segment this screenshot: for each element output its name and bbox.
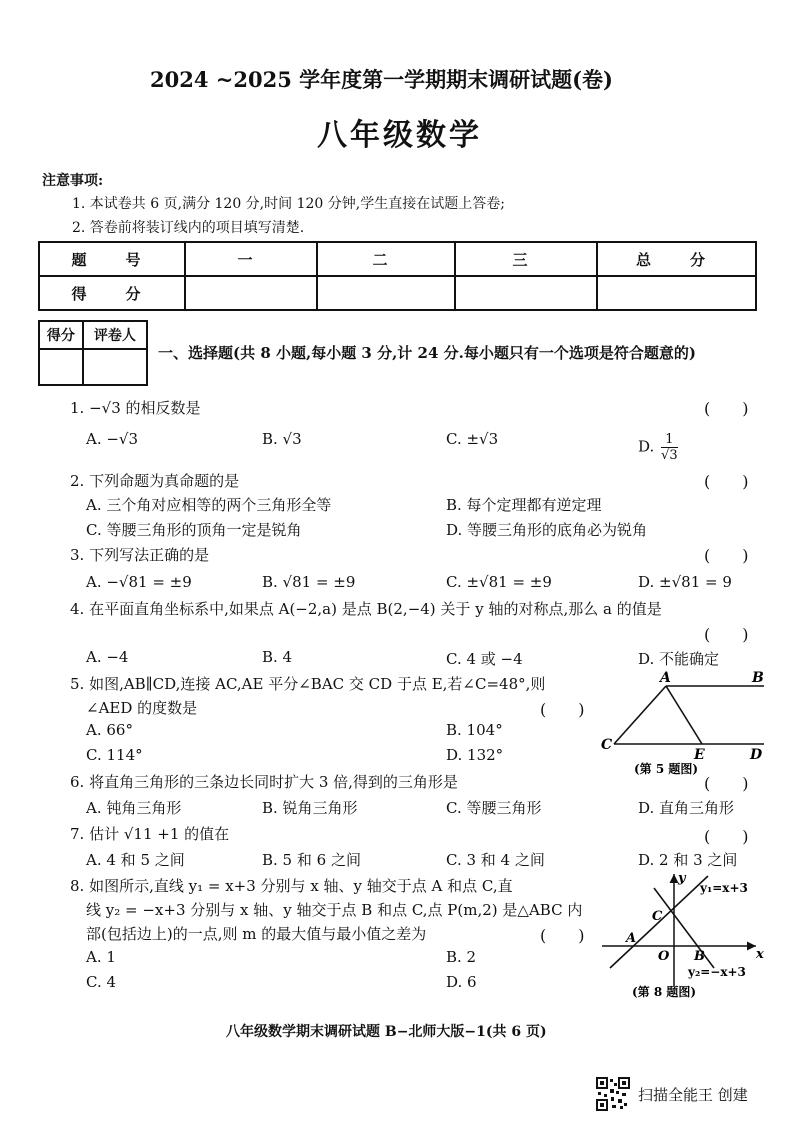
fig8-caption: (第 8 题图) (632, 985, 697, 999)
question-5-stem-line-1: 5. 如图,AB∥CD,连接 AC,AE 平分∠BAC 交 CD 于点 E,若∠C=48°,则 (70, 675, 546, 693)
fig8-label-x: x (756, 947, 764, 962)
question-2-option-a[interactable]: A. 三个角对应相等的两个三角形全等 (86, 496, 332, 514)
question-4-option-a[interactable]: A. −4 (86, 648, 129, 666)
score-cell-1[interactable] (185, 276, 317, 310)
score-table-header-3: 三 (455, 242, 597, 276)
grader-score-label: 得分 (39, 321, 83, 349)
fig8-label-c: C (652, 909, 663, 924)
question-7-option-a[interactable]: A. 4 和 5 之间 (86, 851, 185, 869)
fig5-label-e: E (694, 747, 705, 763)
question-5-option-c[interactable]: C. 114° (86, 746, 143, 764)
question-1-option-b[interactable]: B. √3 (262, 430, 302, 448)
question-2-stem: 2. 下列命题为真命题的是 (70, 472, 240, 490)
score-table-header-total: 总 分 (597, 242, 756, 276)
notes-heading: 注意事项: (42, 173, 104, 189)
fig5-label-d: D (750, 747, 763, 763)
grader-name-cell[interactable] (83, 349, 147, 385)
note-item-2: 2. 答卷前将装订线内的项目填写清楚. (72, 220, 305, 236)
fig8-label-y: y (678, 871, 686, 886)
question-8-stem-line-2: 线 y₂ = −x+3 分别与 x 轴、y 轴交于点 B 和点 C,点 P(m,2) 是△ABC 内 (86, 901, 583, 919)
fig5-caption: (第 5 题图) (634, 762, 699, 776)
fig5-label-a: A (660, 670, 671, 686)
fig5-label-b: B (752, 670, 764, 686)
score-cell-total[interactable] (597, 276, 756, 310)
question-4-option-c[interactable]: C. 4 或 −4 (446, 650, 523, 668)
question-5-answer[interactable]: ( ) (540, 700, 585, 719)
fig8-label-b: B (694, 949, 705, 964)
fig8-label-line2: y₂=−x+3 (688, 965, 746, 979)
question-4-stem: 4. 在平面直角坐标系中,如果点 A(−2,a) 是点 B(2,−4) 关于 y 轴的对称点,那么 a 的值是 (70, 600, 662, 618)
question-5-option-a[interactable]: A. 66° (86, 721, 133, 739)
score-table-row-label: 得 分 (39, 276, 185, 310)
question-8-stem-line-1: 8. 如图所示,直线 y₁ = x+3 分别与 x 轴、y 轴交于点 A 和点 C,直 (70, 877, 513, 895)
score-table-header-label: 题 号 (39, 242, 185, 276)
question-7-option-b[interactable]: B. 5 和 6 之间 (262, 851, 361, 869)
question-6-option-b[interactable]: B. 锐角三角形 (262, 799, 358, 817)
grader-name-label: 评卷人 (83, 321, 147, 349)
question-8-option-d[interactable]: D. 6 (446, 973, 477, 991)
question-8-option-b[interactable]: B. 2 (446, 948, 477, 966)
question-6-answer[interactable]: ( ) (704, 774, 749, 793)
question-3-option-d[interactable]: D. ±√81 = 9 (638, 573, 732, 591)
question-5-stem-line-2: ∠AED 的度数是 (86, 699, 198, 717)
question-1-option-a[interactable]: A. −√3 (86, 430, 139, 448)
fig8-label-o: O (658, 949, 670, 964)
question-6-option-c[interactable]: C. 等腰三角形 (446, 799, 542, 817)
question-4-option-b[interactable]: B. 4 (262, 648, 293, 666)
question-1-option-d[interactable] (638, 432, 678, 463)
question-3-stem: 3. 下列写法正确的是 (70, 546, 210, 564)
fig5-label-c: C (601, 737, 613, 753)
figure-8 (596, 868, 768, 1004)
question-2-option-d[interactable]: D. 等腰三角形的底角必为锐角 (446, 521, 648, 539)
question-6-option-a[interactable]: A. 钝角三角形 (86, 799, 182, 817)
note-item-1: 1. 本试卷共 6 页,满分 120 分,时间 120 分钟,学生直接在试题上答卷; (72, 196, 505, 212)
grader-score-cell[interactable] (39, 349, 83, 385)
question-3-option-c[interactable]: C. ±√81 = ±9 (446, 573, 552, 591)
scanner-watermark: 扫描全能王 创建 (638, 1086, 748, 1104)
score-cell-3[interactable] (455, 276, 597, 310)
question-3-option-a[interactable]: A. −√81 = ±9 (86, 573, 192, 591)
score-table-header-2: 二 (317, 242, 455, 276)
question-8-option-a[interactable]: A. 1 (86, 948, 116, 966)
question-4-answer[interactable]: ( ) (704, 625, 749, 644)
question-8-option-c[interactable]: C. 4 (86, 973, 117, 991)
question-2-answer[interactable]: ( ) (704, 472, 749, 491)
score-cell-2[interactable] (317, 276, 455, 310)
grader-box (38, 320, 148, 386)
question-7-option-c[interactable]: C. 3 和 4 之间 (446, 851, 545, 869)
question-6-option-d[interactable]: D. 直角三角形 (638, 799, 735, 817)
question-8-answer[interactable]: ( ) (540, 926, 585, 945)
page-footer: 八年级数学期末调研试题 B−北师大版−1(共 6 页) (226, 1024, 547, 1040)
qr-code-icon (596, 1077, 630, 1111)
question-1-stem: 1. −√3 的相反数是 (70, 399, 201, 417)
question-1-option-d-numerator: 1 (661, 432, 678, 448)
question-7-stem: 7. 估计 √11 +1 的值在 (70, 825, 230, 843)
fig8-label-line1: y₁=x+3 (700, 881, 748, 895)
score-table-header-1: 一 (185, 242, 317, 276)
question-1-option-d-prefix: D. (638, 437, 655, 456)
question-2-option-c[interactable]: C. 等腰三角形的顶角一定是锐角 (86, 521, 302, 539)
exam-title: 2024 ~2025 学年度第一学期期末调研试题(卷) (150, 67, 613, 92)
question-3-option-b[interactable]: B. √81 = ±9 (262, 573, 356, 591)
question-8-stem-line-3: 部(包括边上)的一点,则 m 的最大值与最小值之差为 (86, 925, 427, 943)
fig5-line-ae (666, 686, 702, 744)
question-1-answer[interactable]: ( ) (704, 399, 749, 418)
question-7-option-d[interactable]: D. 2 和 3 之间 (638, 851, 738, 869)
question-5-option-d[interactable]: D. 132° (446, 746, 504, 764)
fig8-label-a: A (626, 931, 637, 946)
question-6-stem: 6. 将直角三角形的三条边长同时扩大 3 倍,得到的三角形是 (70, 773, 458, 791)
section-1-title: 一、选择题(共 8 小题,每小题 3 分,计 24 分.每小题只有一个选项是符合题意的) (158, 344, 696, 362)
question-1-option-d-denominator: √3 (661, 448, 678, 463)
figure-5 (598, 668, 770, 780)
question-2-option-b[interactable]: B. 每个定理都有逆定理 (446, 496, 602, 514)
score-table (38, 241, 757, 311)
fig5-line-ac (614, 686, 666, 744)
question-4-option-d[interactable]: D. 不能确定 (638, 650, 720, 668)
question-3-answer[interactable]: ( ) (704, 546, 749, 565)
question-7-answer[interactable]: ( ) (704, 827, 749, 846)
question-5-option-b[interactable]: B. 104° (446, 721, 503, 739)
question-1-option-c[interactable]: C. ±√3 (446, 430, 499, 448)
exam-subject: 八年级数学 (317, 118, 482, 153)
